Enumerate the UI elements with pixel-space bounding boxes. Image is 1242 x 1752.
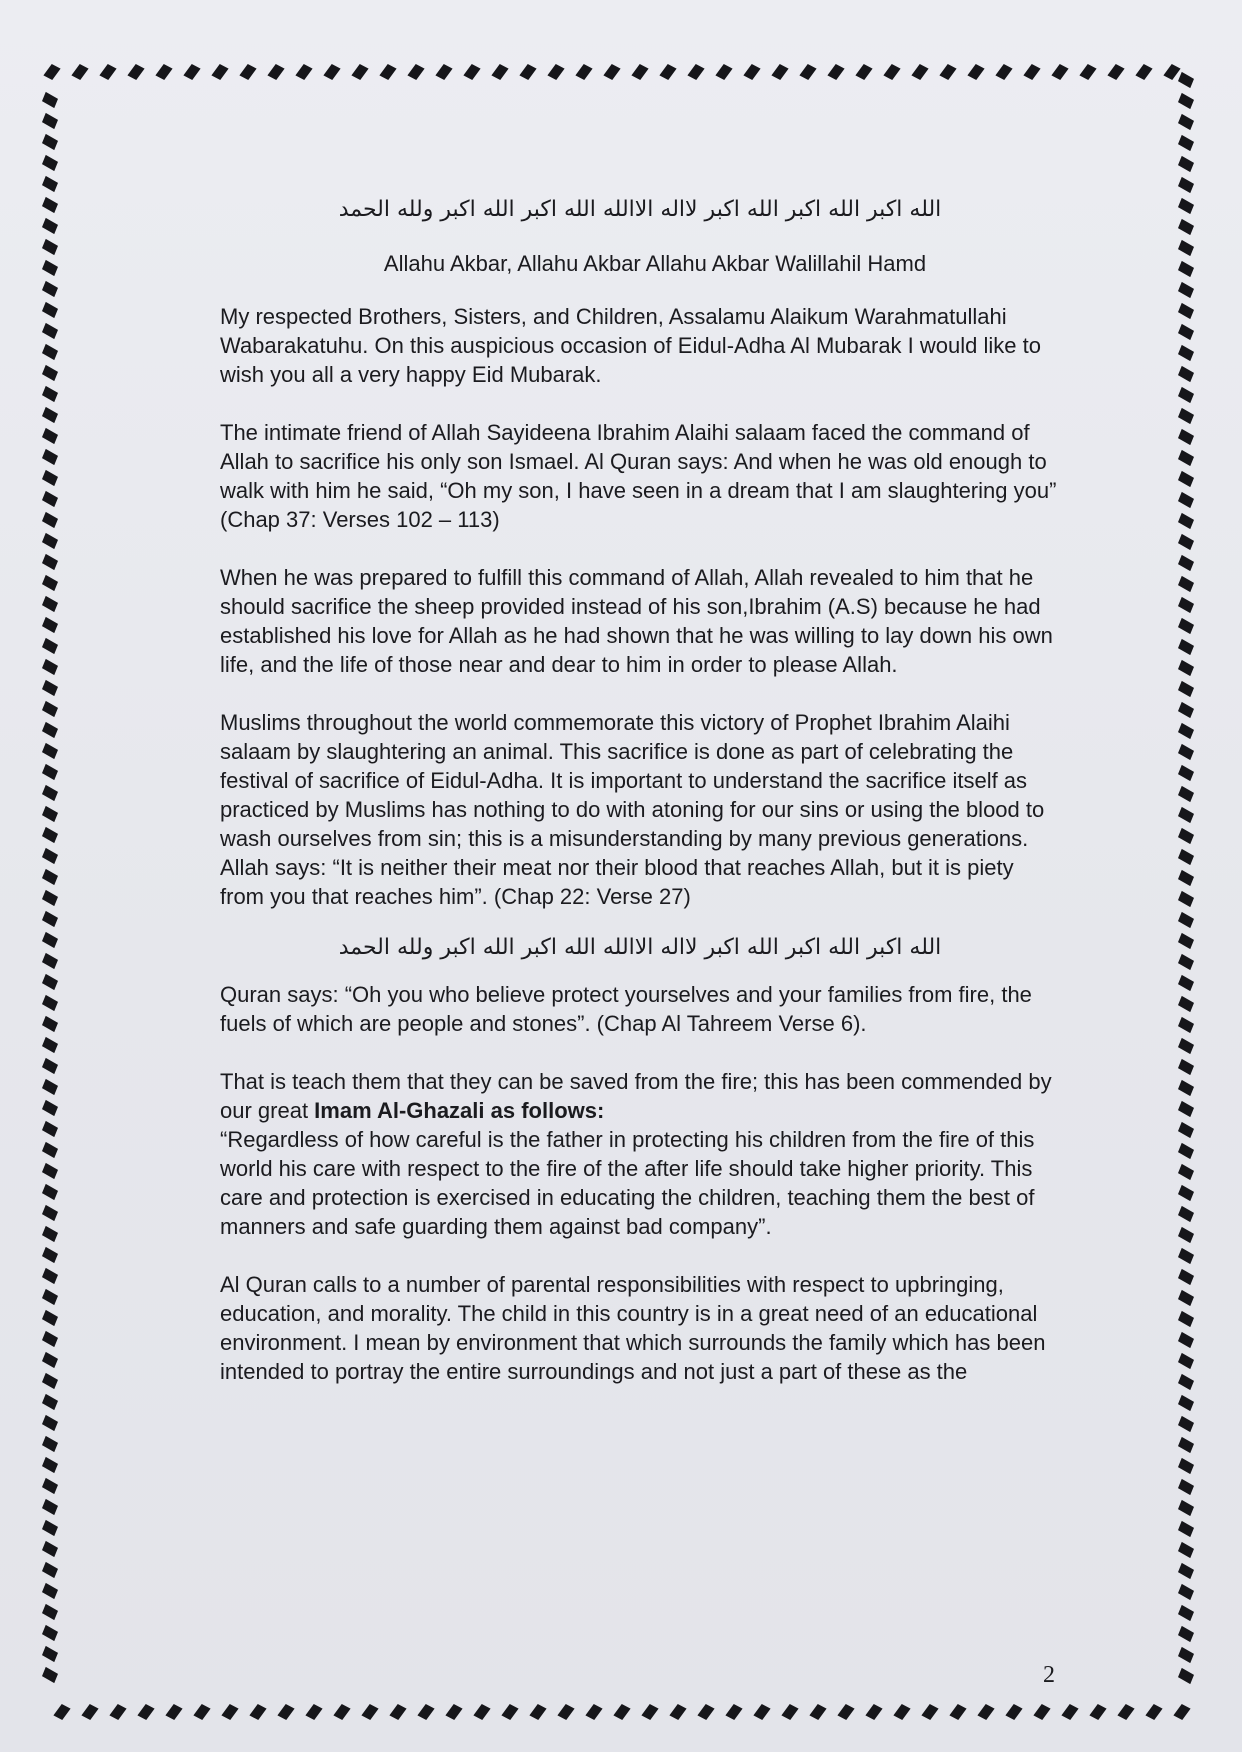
border-chevron xyxy=(41,197,58,213)
border-chevron xyxy=(277,1703,294,1721)
border-chevron xyxy=(41,995,58,1011)
border-chevron xyxy=(967,63,984,81)
border-chevron xyxy=(211,63,228,81)
page-number: 2 xyxy=(1043,1662,1055,1688)
border-chevron xyxy=(1177,1584,1194,1600)
border-chevron xyxy=(697,1703,714,1721)
border-chevron xyxy=(41,1205,58,1221)
border-chevron xyxy=(977,1703,994,1721)
border-chevron xyxy=(1061,1703,1078,1721)
border-chevron xyxy=(41,1562,58,1578)
border-chevron xyxy=(165,1703,182,1721)
border-chevron xyxy=(1005,1703,1022,1721)
border-chevron xyxy=(41,764,58,780)
border-chevron xyxy=(1177,1416,1194,1432)
border-chevron xyxy=(1177,450,1194,466)
border-chevron xyxy=(883,63,900,81)
border-chevron xyxy=(1177,576,1194,592)
border-chevron xyxy=(41,1226,58,1242)
border-chevron xyxy=(53,1703,70,1721)
border-chevron xyxy=(1107,63,1124,81)
border-chevron xyxy=(1177,597,1194,613)
border-chevron xyxy=(41,1247,58,1263)
border-chevron xyxy=(1177,1248,1194,1264)
border-chevron xyxy=(41,1583,58,1599)
border-chevron xyxy=(1177,870,1194,886)
border-chevron xyxy=(585,1703,602,1721)
border-chevron xyxy=(1177,1101,1194,1117)
border-chevron xyxy=(41,239,58,255)
border-chevron xyxy=(41,302,58,318)
border-chevron xyxy=(1177,891,1194,907)
border-chevron xyxy=(41,344,58,360)
border-chevron xyxy=(41,1457,58,1473)
border-chevron xyxy=(1177,492,1194,508)
border-chevron xyxy=(41,470,58,486)
border-chevron xyxy=(109,1703,126,1721)
border-chevron xyxy=(1177,198,1194,214)
border-chevron xyxy=(41,554,58,570)
border-chevron xyxy=(1177,345,1194,361)
border-chevron xyxy=(1177,807,1194,823)
border-chevron xyxy=(743,63,760,81)
border-chevron xyxy=(155,63,172,81)
border-chevron xyxy=(41,932,58,948)
border-chevron xyxy=(1177,513,1194,529)
commemoration-paragraph: Muslims throughout the world commemorate this victory of Prophet Ibrahim Alaihi salaam by slaughtering an animal. This sacrifice is done as part of celebrating the festival of sacrifice of Eidul-Adha. It is important to understand the sacrifice itself as practiced by Muslims has nothing to do with atoning for our sins or using the blood to wash ourselves from sin; this is a misunderstanding by many previous generations. xyxy=(220,710,1045,851)
border-chevron xyxy=(1089,1703,1106,1721)
border-chevron xyxy=(41,953,58,969)
border-chevron xyxy=(41,575,58,591)
border-chevron xyxy=(41,1016,58,1032)
border-chevron xyxy=(1177,408,1194,424)
border-chevron xyxy=(603,63,620,81)
border-chevron xyxy=(295,63,312,81)
border-chevron xyxy=(99,63,116,81)
border-chevron xyxy=(1177,1479,1194,1495)
border-chevron xyxy=(1177,1458,1194,1474)
ghazali-name: Imam Al-Ghazali as follows: xyxy=(314,1098,605,1123)
quran-protect-paragraph: Quran says: “Oh you who believe protect yourselves and your families from fire, the fuels of which are people and stones”. (Chap Al Tahreem Verse 6). xyxy=(220,982,1032,1036)
border-chevron xyxy=(41,155,58,171)
quran-quote-paragraph: Allah says: “It is neither their meat nor their blood that reaches Allah, but it is piety from you that reaches him”. (Chap 22: Verse 27) xyxy=(220,855,1014,909)
sacrifice-paragraph: When he was prepared to fulfill this command of Allah, Allah revealed to him that he should sacrifice the sheep provided instead of his son,Ibrahim (A.S) because he had established his love for Allah as he had shown that he was willing to lay down his own life, and the life of those near and dear to him in order to please Allah. xyxy=(220,565,1053,677)
border-chevron xyxy=(1177,1395,1194,1411)
border-chevron xyxy=(1177,954,1194,970)
border-chevron xyxy=(41,869,58,885)
border-chevron xyxy=(41,1163,58,1179)
border-chevron xyxy=(1177,1647,1194,1663)
border-chevron xyxy=(1177,618,1194,634)
border-chevron xyxy=(1177,1059,1194,1075)
border-chevron xyxy=(1177,660,1194,676)
greeting-paragraph: My respected Brothers, Sisters, and Children, Assalamu Alaikum Warahmatullahi Wabarakatuhu. On this auspicious occasion of Eidul-Adha Al Mubarak I would like to wish you all a very happy Eid Mubarak. xyxy=(220,304,1041,387)
border-chevron xyxy=(893,1703,910,1721)
border-chevron xyxy=(1177,912,1194,928)
border-chevron xyxy=(41,827,58,843)
border-chevron xyxy=(41,1289,58,1305)
border-chevron xyxy=(41,1142,58,1158)
border-chevron xyxy=(1177,303,1194,319)
border-chevron xyxy=(1177,1227,1194,1243)
border-chevron xyxy=(1177,261,1194,277)
border-chevron xyxy=(41,743,58,759)
border-chevron xyxy=(239,63,256,81)
border-chevron xyxy=(809,1703,826,1721)
parental-responsibility-paragraph: Al Quran calls to a number of parental responsibilities with respect to upbringing, education, and morality. The child in this country is in a great need of an educational environment. I mean by environment that which surrounds the family which has been intended to portray the entire surroundings and not just a part of these as the xyxy=(220,1272,1046,1384)
border-chevron xyxy=(613,1703,630,1721)
border-chevron xyxy=(305,1703,322,1721)
border-chevron xyxy=(799,63,816,81)
border-chevron xyxy=(41,617,58,633)
border-chevron xyxy=(1177,1143,1194,1159)
border-chevron xyxy=(41,1436,58,1452)
border-chevron xyxy=(407,63,424,81)
border-chevron xyxy=(41,638,58,654)
ibrahim-paragraph: The intimate friend of Allah Sayideena Ibrahim Alaihi salaam faced the command of Allah to sacrifice his only son Ismael. Al Quran says: And when he was old enough to walk with him he said, “Oh my son, I have seen in a dream that I am slaughtering you” (Chap 37: Verses 102 – 113) xyxy=(220,420,1057,532)
border-chevron xyxy=(1163,63,1180,81)
border-chevron xyxy=(1177,1206,1194,1222)
border-chevron xyxy=(1177,156,1194,172)
border-chevron xyxy=(1177,1668,1194,1684)
border-chevron xyxy=(1033,1703,1050,1721)
border-chevron xyxy=(41,890,58,906)
border-chevron xyxy=(379,63,396,81)
border-chevron xyxy=(1177,1290,1194,1306)
border-chevron xyxy=(669,1703,686,1721)
border-chevron xyxy=(939,63,956,81)
border-chevron xyxy=(41,512,58,528)
border-chevron xyxy=(41,1646,58,1662)
border-chevron xyxy=(1177,1563,1194,1579)
border-chevron xyxy=(41,1625,58,1641)
border-chevron xyxy=(41,1079,58,1095)
border-chevron xyxy=(1117,1703,1134,1721)
border-chevron xyxy=(1177,849,1194,865)
border-chevron xyxy=(445,1703,462,1721)
border-chevron xyxy=(1177,975,1194,991)
border-chevron xyxy=(41,176,58,192)
border-chevron xyxy=(1177,996,1194,1012)
border-chevron xyxy=(41,134,58,150)
border-chevron xyxy=(41,1268,58,1284)
border-chevron xyxy=(1177,1164,1194,1180)
border-chevron xyxy=(43,63,60,81)
border-chevron xyxy=(1177,93,1194,109)
border-chevron xyxy=(911,63,928,81)
border-chevron xyxy=(547,63,564,81)
border-chevron xyxy=(995,63,1012,81)
border-chevron xyxy=(1079,63,1096,81)
border-chevron xyxy=(1177,1521,1194,1537)
border-chevron xyxy=(41,1604,58,1620)
border-chevron xyxy=(575,63,592,81)
border-chevron xyxy=(1177,72,1194,88)
border-chevron xyxy=(1177,1311,1194,1327)
border-chevron xyxy=(1177,1332,1194,1348)
border-chevron xyxy=(1177,723,1194,739)
border-chevron xyxy=(1177,177,1194,193)
border-chevron xyxy=(1177,1542,1194,1558)
border-chevron xyxy=(1177,534,1194,550)
border-chevron xyxy=(1177,324,1194,340)
border-chevron xyxy=(41,365,58,381)
border-chevron xyxy=(1145,1703,1162,1721)
border-chevron xyxy=(1177,471,1194,487)
border-chevron xyxy=(659,63,676,81)
border-chevron xyxy=(41,323,58,339)
border-chevron xyxy=(41,1100,58,1116)
border-chevron xyxy=(1051,63,1068,81)
border-chevron xyxy=(771,63,788,81)
border-chevron xyxy=(1177,1626,1194,1642)
border-chevron xyxy=(1177,702,1194,718)
border-chevron xyxy=(41,491,58,507)
border-chevron xyxy=(41,848,58,864)
border-chevron xyxy=(41,659,58,675)
border-chevron xyxy=(1177,786,1194,802)
border-chevron xyxy=(41,1415,58,1431)
arabic-takbir-repeat: الله اكبر الله اكبر الله اكبر لااله الاالله الله اكبر الله اكبر ولله الحمد xyxy=(338,935,942,960)
border-chevron xyxy=(1177,1374,1194,1390)
takbir-transliteration: Allahu Akbar, Allahu Akbar Allahu Akbar Walillahil Hamd xyxy=(383,251,927,276)
border-chevron xyxy=(1135,63,1152,81)
border-chevron xyxy=(41,1541,58,1557)
border-chevron xyxy=(41,281,58,297)
border-chevron xyxy=(435,63,452,81)
border-chevron xyxy=(949,1703,966,1721)
border-chevron xyxy=(183,63,200,81)
border-chevron xyxy=(837,1703,854,1721)
border-chevron xyxy=(41,1058,58,1074)
border-chevron xyxy=(1177,1017,1194,1033)
border-chevron xyxy=(41,1499,58,1515)
border-chevron xyxy=(41,974,58,990)
ghazali-quote: “Regardless of how careful is the father in protecting his children from the fire of this world his care with respect to the fire of the after life should take higher priority. This care and protection is exercised in educating the children, teaching them the best of manners and safe guarding them against bad company”. xyxy=(220,1127,1035,1239)
border-chevron xyxy=(41,449,58,465)
border-chevron xyxy=(687,63,704,81)
border-chevron xyxy=(41,92,58,108)
border-chevron xyxy=(641,1703,658,1721)
border-chevron xyxy=(1177,744,1194,760)
border-chevron xyxy=(1177,933,1194,949)
border-chevron xyxy=(193,1703,210,1721)
border-chevron xyxy=(1177,1185,1194,1201)
border-chevron xyxy=(417,1703,434,1721)
border-chevron xyxy=(473,1703,490,1721)
border-chevron xyxy=(323,63,340,81)
border-chevron xyxy=(725,1703,742,1721)
border-chevron xyxy=(41,1121,58,1137)
border-chevron xyxy=(557,1703,574,1721)
border-chevron xyxy=(41,218,58,234)
border-chevron xyxy=(41,806,58,822)
border-chevron xyxy=(41,785,58,801)
border-chevron xyxy=(389,1703,406,1721)
border-chevron xyxy=(41,533,58,549)
border-chevron xyxy=(1173,1703,1190,1721)
border-chevron xyxy=(41,680,58,696)
border-chevron xyxy=(1177,639,1194,655)
border-chevron xyxy=(267,63,284,81)
border-chevron xyxy=(137,1703,154,1721)
border-chevron xyxy=(249,1703,266,1721)
border-chevron xyxy=(781,1703,798,1721)
border-chevron xyxy=(1177,1080,1194,1096)
border-chevron xyxy=(1177,219,1194,235)
border-chevron xyxy=(361,1703,378,1721)
border-chevron xyxy=(501,1703,518,1721)
border-chevron xyxy=(519,63,536,81)
border-chevron xyxy=(41,701,58,717)
border-chevron xyxy=(715,63,732,81)
border-chevron xyxy=(41,1310,58,1326)
border-chevron xyxy=(41,1394,58,1410)
border-chevron xyxy=(855,63,872,81)
border-chevron xyxy=(41,1373,58,1389)
border-chevron xyxy=(1177,1605,1194,1621)
border-chevron xyxy=(351,63,368,81)
border-chevron xyxy=(81,1703,98,1721)
border-chevron xyxy=(127,63,144,81)
border-chevron xyxy=(41,1520,58,1536)
border-chevron xyxy=(1177,114,1194,130)
border-chevron xyxy=(1177,366,1194,382)
border-chevron xyxy=(1177,1437,1194,1453)
arabic-takbir-heading: الله اكبر الله اكبر الله اكبر لااله الاالله الله اكبر الله اكبر ولله الحمد xyxy=(338,197,942,222)
border-chevron xyxy=(41,386,58,402)
border-chevron xyxy=(491,63,508,81)
border-chevron xyxy=(41,428,58,444)
border-chevron xyxy=(1177,1122,1194,1138)
border-chevron xyxy=(753,1703,770,1721)
border-chevron xyxy=(1177,135,1194,151)
border-chevron xyxy=(41,722,58,738)
border-chevron xyxy=(41,260,58,276)
border-chevron xyxy=(1177,1269,1194,1285)
border-chevron xyxy=(463,63,480,81)
border-chevron xyxy=(41,1331,58,1347)
border-chevron xyxy=(1177,1500,1194,1516)
border-chevron xyxy=(333,1703,350,1721)
border-chevron xyxy=(1177,1038,1194,1054)
ghazali-intro-text: That is teach them that they can be saved from the fire; this has been commended by our great xyxy=(220,1069,1052,1123)
border-chevron xyxy=(41,407,58,423)
border-chevron xyxy=(1177,1353,1194,1369)
border-chevron xyxy=(41,113,58,129)
border-chevron xyxy=(41,596,58,612)
border-chevron xyxy=(221,1703,238,1721)
border-chevron xyxy=(1023,63,1040,81)
border-chevron xyxy=(41,1352,58,1368)
border-chevron xyxy=(827,63,844,81)
border-chevron xyxy=(1177,765,1194,781)
border-chevron xyxy=(41,1667,58,1683)
border-chevron xyxy=(1177,240,1194,256)
border-chevron xyxy=(41,911,58,927)
ghazali-paragraph xyxy=(220,1067,1060,1125)
border-chevron xyxy=(529,1703,546,1721)
document-body xyxy=(220,180,1060,1386)
border-chevron xyxy=(921,1703,938,1721)
border-chevron xyxy=(71,63,88,81)
border-chevron xyxy=(41,1478,58,1494)
border-chevron xyxy=(1177,387,1194,403)
border-chevron xyxy=(1177,555,1194,571)
border-chevron xyxy=(1177,828,1194,844)
border-chevron xyxy=(1177,282,1194,298)
border-chevron xyxy=(41,1037,58,1053)
border-chevron xyxy=(1177,681,1194,697)
border-chevron xyxy=(631,63,648,81)
border-chevron xyxy=(41,1184,58,1200)
border-chevron xyxy=(865,1703,882,1721)
border-chevron xyxy=(1177,429,1194,445)
